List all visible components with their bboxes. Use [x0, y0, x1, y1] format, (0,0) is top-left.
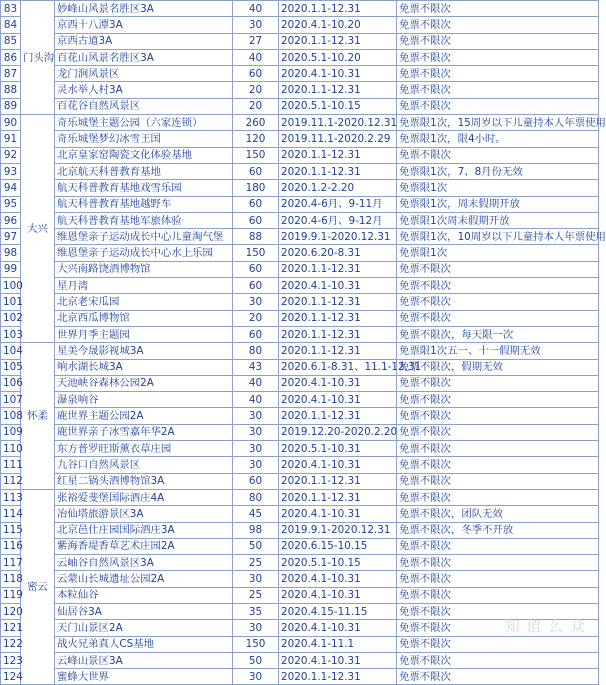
- ticket-count: 25: [233, 555, 279, 571]
- table-row: [1, 441, 599, 457]
- ticket-count: 27: [233, 33, 279, 49]
- attraction-name: 蜜蜂大世界: [55, 669, 233, 685]
- row-number: 88: [1, 82, 21, 98]
- valid-period: 2020.1.2-2.20: [279, 180, 397, 196]
- attraction-name: 本粒仙谷: [55, 587, 233, 603]
- attraction-name: 奇乐城堡梦幻冰雪王国: [55, 131, 233, 147]
- attraction-name: 响水湖长城3A: [55, 359, 233, 375]
- table-row: [1, 131, 599, 147]
- ticket-count: 60: [233, 212, 279, 228]
- row-number: 84: [1, 17, 21, 33]
- ticket-count: 150: [233, 636, 279, 652]
- table-row: [1, 636, 599, 652]
- attraction-name: 东方普罗旺斯薰衣草庄园: [55, 441, 233, 457]
- usage-rule: 免票不限次: [397, 652, 599, 668]
- attraction-name: 北京航天科普教育基地: [55, 163, 233, 179]
- row-number: 92: [1, 147, 21, 163]
- valid-period: 2020.1.1-12.31: [279, 310, 397, 326]
- usage-rule: 免票不限次: [397, 555, 599, 571]
- usage-rule: 免票不限次，每天限一次: [397, 326, 599, 342]
- usage-rule: 免票不限次: [397, 587, 599, 603]
- table-row: [1, 82, 599, 98]
- ticket-count: 20: [233, 310, 279, 326]
- valid-period: 2020.4.1-10.20: [279, 17, 397, 33]
- table-row: [1, 1, 599, 17]
- row-number: 98: [1, 245, 21, 261]
- valid-period: 2020.1.1-12.31: [279, 1, 397, 17]
- ticket-count: 150: [233, 147, 279, 163]
- attraction-name: 维恩堡亲子运动成长中心水上乐园: [55, 245, 233, 261]
- table-row: [1, 473, 599, 489]
- table-row: [1, 326, 599, 342]
- table-row: [1, 489, 599, 505]
- valid-period: 2020.4.1-10.31: [279, 278, 397, 294]
- attraction-name: 鹿世界亲子冰雪嘉年华2A: [55, 424, 233, 440]
- usage-rule: 免票限1次: [397, 245, 599, 261]
- valid-period: 2020.1.1-12.31: [279, 82, 397, 98]
- usage-rule: 免票不限次: [397, 1, 599, 17]
- table-row: [1, 392, 599, 408]
- ticket-count: 98: [233, 522, 279, 538]
- table-row: [1, 229, 599, 245]
- table-row: [1, 278, 599, 294]
- row-number: 93: [1, 163, 21, 179]
- ticket-count: 60: [233, 163, 279, 179]
- row-number: 86: [1, 49, 21, 65]
- attraction-name: 百花谷自然风景区: [55, 98, 233, 114]
- row-number: 110: [1, 441, 21, 457]
- attraction-name: 云蒙山长城遗址公园2A: [55, 571, 233, 587]
- table-row: [1, 506, 599, 522]
- valid-period: 2019.12.20-2020.2.20: [279, 424, 397, 440]
- row-number: 100: [1, 278, 21, 294]
- attraction-name: 北京老宋瓜园: [55, 294, 233, 310]
- attraction-name: 世界月季主题园: [55, 326, 233, 342]
- valid-period: 2020.6.20-8.31: [279, 245, 397, 261]
- usage-rule: 免票限1次，周末假期开放: [397, 196, 599, 212]
- usage-rule: 免票不限次: [397, 98, 599, 114]
- usage-rule: 免票不限次: [397, 424, 599, 440]
- row-number: 107: [1, 392, 21, 408]
- usage-rule: 免票不限次: [397, 408, 599, 424]
- valid-period: 2020.4-6月、9-11月: [279, 196, 397, 212]
- row-number: 105: [1, 359, 21, 375]
- row-number: 85: [1, 33, 21, 49]
- usage-rule: 免票不限次: [397, 392, 599, 408]
- attraction-name: 京西古道3A: [55, 33, 233, 49]
- ticket-count: 35: [233, 603, 279, 619]
- valid-period: 2020.1.1-12.31: [279, 343, 397, 359]
- table-row: [1, 555, 599, 571]
- row-number: 99: [1, 261, 21, 277]
- district-cell: 门头沟: [21, 1, 55, 115]
- table-row: [1, 571, 599, 587]
- table-row: [1, 180, 599, 196]
- attraction-name: 鹿世界主题公园2A: [55, 408, 233, 424]
- usage-rule: 免票不限次: [397, 278, 599, 294]
- row-number: 103: [1, 326, 21, 342]
- attraction-name: 北京邑仕庄园国际酒庄3A: [55, 522, 233, 538]
- usage-rule: 免票限1次: [397, 180, 599, 196]
- usage-rule: 免票不限次: [397, 603, 599, 619]
- usage-rule: 免票不限次: [397, 473, 599, 489]
- row-number: 95: [1, 196, 21, 212]
- attraction-name: 大兴南路饶酒博物馆: [55, 261, 233, 277]
- attractions-table-body: [1, 1, 606, 685]
- attraction-name: 航天科普教育基地戏雪乐园: [55, 180, 233, 196]
- table-row: [1, 522, 599, 538]
- row-number: 119: [1, 587, 21, 603]
- ticket-count: 30: [233, 294, 279, 310]
- ticket-count: 20: [233, 82, 279, 98]
- valid-period: 2019.11.1-2020.12.31: [279, 115, 397, 131]
- usage-rule: 免票限1次，10周岁以下儿童持本人年票使用: [397, 229, 599, 245]
- ticket-count: 30: [233, 571, 279, 587]
- usage-rule: 免票不限次: [397, 82, 599, 98]
- usage-rule: 免票不限次: [397, 49, 599, 65]
- valid-period: 2019.11.1-2020.2.29: [279, 131, 397, 147]
- attraction-name: 紫海香堤香草艺术庄园2A: [55, 538, 233, 554]
- usage-rule: 免票限1次，15周岁以下儿童持本人年票使用: [397, 115, 599, 131]
- valid-period: 2020.1.1-12.31: [279, 33, 397, 49]
- ticket-count: 260: [233, 115, 279, 131]
- usage-rule: 免票不限次: [397, 375, 599, 391]
- ticket-count: 30: [233, 669, 279, 685]
- table-row: [1, 196, 599, 212]
- usage-rule: 免票不限次: [397, 294, 599, 310]
- table-row: [1, 424, 599, 440]
- valid-period: 2020.4.1-10.31: [279, 620, 397, 636]
- usage-rule: 免票不限次: [397, 489, 599, 505]
- row-number: 111: [1, 457, 21, 473]
- table-row: [1, 343, 599, 359]
- valid-period: 2020.1.1-12.31: [279, 489, 397, 505]
- table-row: [1, 98, 599, 114]
- table-row: [1, 587, 599, 603]
- attraction-name: 维恩堡亲子运动成长中心儿童淘气堡: [55, 229, 233, 245]
- attraction-name: 百花山风景名胜区3A: [55, 49, 233, 65]
- ticket-count: 45: [233, 506, 279, 522]
- valid-period: 2020.1.1-12.31: [279, 669, 397, 685]
- usage-rule: 免票限1次周末假期开放: [397, 212, 599, 228]
- valid-period: 2020.1.1-12.31: [279, 147, 397, 163]
- attraction-name: 战火兄弟真人CS基地: [55, 636, 233, 652]
- watermark: 知 值 么 众: [504, 617, 586, 635]
- table-row: [1, 115, 599, 131]
- valid-period: 2020.4.1-10.31: [279, 652, 397, 668]
- usage-rule: 免票限1次五一、十一假期无效: [397, 343, 599, 359]
- row-number: 116: [1, 538, 21, 554]
- attraction-name: 天池峡谷森林公园2A: [55, 375, 233, 391]
- row-number: 104: [1, 343, 21, 359]
- table-row: [1, 310, 599, 326]
- attraction-name: 云岫谷自然风景区3A: [55, 555, 233, 571]
- attraction-name: 京西十八潭3A: [55, 17, 233, 33]
- attraction-name: 奇乐城堡主题公园（六家连锁）: [55, 115, 233, 131]
- row-number: 120: [1, 603, 21, 619]
- ticket-count: 40: [233, 1, 279, 17]
- usage-rule: 免票不限次: [397, 147, 599, 163]
- table-row: [1, 261, 599, 277]
- ticket-count: 60: [233, 473, 279, 489]
- ticket-count: 30: [233, 17, 279, 33]
- usage-rule: 免票不限次，团队无效: [397, 506, 599, 522]
- valid-period: 2020.1.1-12.31: [279, 408, 397, 424]
- usage-rule: 免票不限次: [397, 66, 599, 82]
- row-number: 83: [1, 1, 21, 17]
- ticket-count: 88: [233, 229, 279, 245]
- usage-rule: 免票限1次，限4小时。: [397, 131, 599, 147]
- ticket-count: 80: [233, 343, 279, 359]
- usage-rule: 免票不限次: [397, 33, 599, 49]
- row-number: 114: [1, 506, 21, 522]
- attraction-name: 北京皇家窑陶瓷文化体验基地: [55, 147, 233, 163]
- ticket-count: 30: [233, 441, 279, 457]
- ticket-count: 120: [233, 131, 279, 147]
- row-number: 109: [1, 424, 21, 440]
- attraction-name: 云峰山景区3A: [55, 652, 233, 668]
- valid-period: 2020.4.1-10.31: [279, 457, 397, 473]
- attraction-name: 瀑泉响谷: [55, 392, 233, 408]
- row-number: 123: [1, 652, 21, 668]
- ticket-count: 60: [233, 278, 279, 294]
- attraction-name: 冶仙塔旅游景区3A: [55, 506, 233, 522]
- valid-period: 2020.4.1-11.1: [279, 636, 397, 652]
- usage-rule: 免票不限次: [397, 571, 599, 587]
- attraction-name: 星月湾: [55, 278, 233, 294]
- usage-rule: 免票不限次: [397, 620, 599, 636]
- attraction-name: 龙门涧风景区: [55, 66, 233, 82]
- valid-period: 2020.1.1-12.31: [279, 473, 397, 489]
- table-row: [1, 408, 599, 424]
- valid-period: 2020.4.1-10.31: [279, 571, 397, 587]
- table-row: [1, 359, 599, 375]
- row-number: 112: [1, 473, 21, 489]
- table-row: [1, 33, 599, 49]
- row-number: 106: [1, 375, 21, 391]
- usage-rule: 免票不限次，冬季不开放: [397, 522, 599, 538]
- valid-period: 2020.4.1-10.31: [279, 506, 397, 522]
- attraction-name: 星美今晟影视城3A: [55, 343, 233, 359]
- district-cell: 密云: [21, 489, 55, 685]
- row-number: 113: [1, 489, 21, 505]
- district-cell: 怀柔: [21, 343, 55, 490]
- attraction-name: 北京西瓜博物馆: [55, 310, 233, 326]
- row-number: 90: [1, 115, 21, 131]
- table-row: [1, 66, 599, 82]
- valid-period: 2020.1.1-12.31: [279, 261, 397, 277]
- attraction-name: 张裕爱斐堡国际酒庄4A: [55, 489, 233, 505]
- ticket-count: 40: [233, 375, 279, 391]
- row-number: 108: [1, 408, 21, 424]
- valid-period: 2020.4.1-10.31: [279, 587, 397, 603]
- ticket-count: 25: [233, 587, 279, 603]
- table-row: [1, 669, 599, 685]
- ticket-count: 60: [233, 196, 279, 212]
- table-row: [1, 245, 599, 261]
- ticket-count: 60: [233, 261, 279, 277]
- district-cell: 大兴: [21, 115, 55, 343]
- usage-rule: 免票不限次: [397, 636, 599, 652]
- valid-period: 2020.5.1-10.15: [279, 98, 397, 114]
- usage-rule: 免票不限次: [397, 17, 599, 33]
- ticket-count: 40: [233, 49, 279, 65]
- attraction-name: 妙峰山风景名胜区3A: [55, 1, 233, 17]
- ticket-count: 60: [233, 326, 279, 342]
- valid-period: 2020.4-6月、9-12月: [279, 212, 397, 228]
- row-number: 91: [1, 131, 21, 147]
- usage-rule: 免票不限次: [397, 669, 599, 685]
- table-row: [1, 147, 599, 163]
- table-row: [1, 163, 599, 179]
- valid-period: 2020.4.1-10.31: [279, 375, 397, 391]
- row-number: 115: [1, 522, 21, 538]
- ticket-count: 80: [233, 489, 279, 505]
- usage-rule: 免票不限次: [397, 457, 599, 473]
- valid-period: 2020.4.1-10.31: [279, 66, 397, 82]
- valid-period: 2020.4.1-10.31: [279, 392, 397, 408]
- usage-rule: 免票限1次，7、8月份无效: [397, 163, 599, 179]
- valid-period: 2020.4.15-11.15: [279, 603, 397, 619]
- ticket-count: 60: [233, 66, 279, 82]
- table-row: [1, 49, 599, 65]
- ticket-count: 50: [233, 652, 279, 668]
- row-number: 94: [1, 180, 21, 196]
- table-row: [1, 652, 599, 668]
- valid-period: 2020.6.1-8.31、11.1-12.31: [279, 359, 397, 375]
- table-row: [1, 17, 599, 33]
- attraction-name: 航天科普教育基地军旅体验: [55, 212, 233, 228]
- usage-rule: 免票不限次，假期无效: [397, 359, 599, 375]
- attraction-name: 航天科普教育基地越野车: [55, 196, 233, 212]
- attraction-name: 灵水举人村3A: [55, 82, 233, 98]
- table-row: [1, 457, 599, 473]
- ticket-count: 150: [233, 245, 279, 261]
- row-number: 102: [1, 310, 21, 326]
- ticket-count: 30: [233, 424, 279, 440]
- table-row: [1, 538, 599, 554]
- valid-period: 2020.6.15-10.15: [279, 538, 397, 554]
- row-number: 101: [1, 294, 21, 310]
- row-number: 89: [1, 98, 21, 114]
- usage-rule: 免票不限次: [397, 441, 599, 457]
- table-row: [1, 294, 599, 310]
- ticket-count: 30: [233, 408, 279, 424]
- table-row: [1, 212, 599, 228]
- row-number: 118: [1, 571, 21, 587]
- usage-rule: 免票不限次: [397, 261, 599, 277]
- valid-period: 2020.5.1-10.15: [279, 555, 397, 571]
- attraction-name: 仙居谷3A: [55, 603, 233, 619]
- valid-period: 2019.9.1-2020.12.31: [279, 522, 397, 538]
- ticket-count: 30: [233, 457, 279, 473]
- ticket-count: 50: [233, 538, 279, 554]
- row-number: 117: [1, 555, 21, 571]
- table-row: [1, 375, 599, 391]
- usage-rule: 免票不限次: [397, 538, 599, 554]
- valid-period: 2020.1.1-12.31: [279, 326, 397, 342]
- attraction-name: 九谷口自然风景区: [55, 457, 233, 473]
- valid-period: 2019.9.1-2020.12.31: [279, 229, 397, 245]
- row-number: 96: [1, 212, 21, 228]
- valid-period: 2020.1.1-12.31: [279, 163, 397, 179]
- valid-period: 2020.5.1-10.20: [279, 49, 397, 65]
- row-number: 124: [1, 669, 21, 685]
- row-number: 122: [1, 636, 21, 652]
- ticket-count: 43: [233, 359, 279, 375]
- valid-period: 2020.1.1-12.31: [279, 294, 397, 310]
- ticket-count: 180: [233, 180, 279, 196]
- attraction-name: 红星二锅头酒博物馆3A: [55, 473, 233, 489]
- ticket-count: 30: [233, 620, 279, 636]
- row-number: 121: [1, 620, 21, 636]
- usage-rule: 免票不限次: [397, 310, 599, 326]
- ticket-count: 20: [233, 98, 279, 114]
- row-number: 97: [1, 229, 21, 245]
- row-number: 87: [1, 66, 21, 82]
- attraction-name: 天门山景区2A: [55, 620, 233, 636]
- valid-period: 2020.5.1-10.31: [279, 441, 397, 457]
- ticket-count: 40: [233, 392, 279, 408]
